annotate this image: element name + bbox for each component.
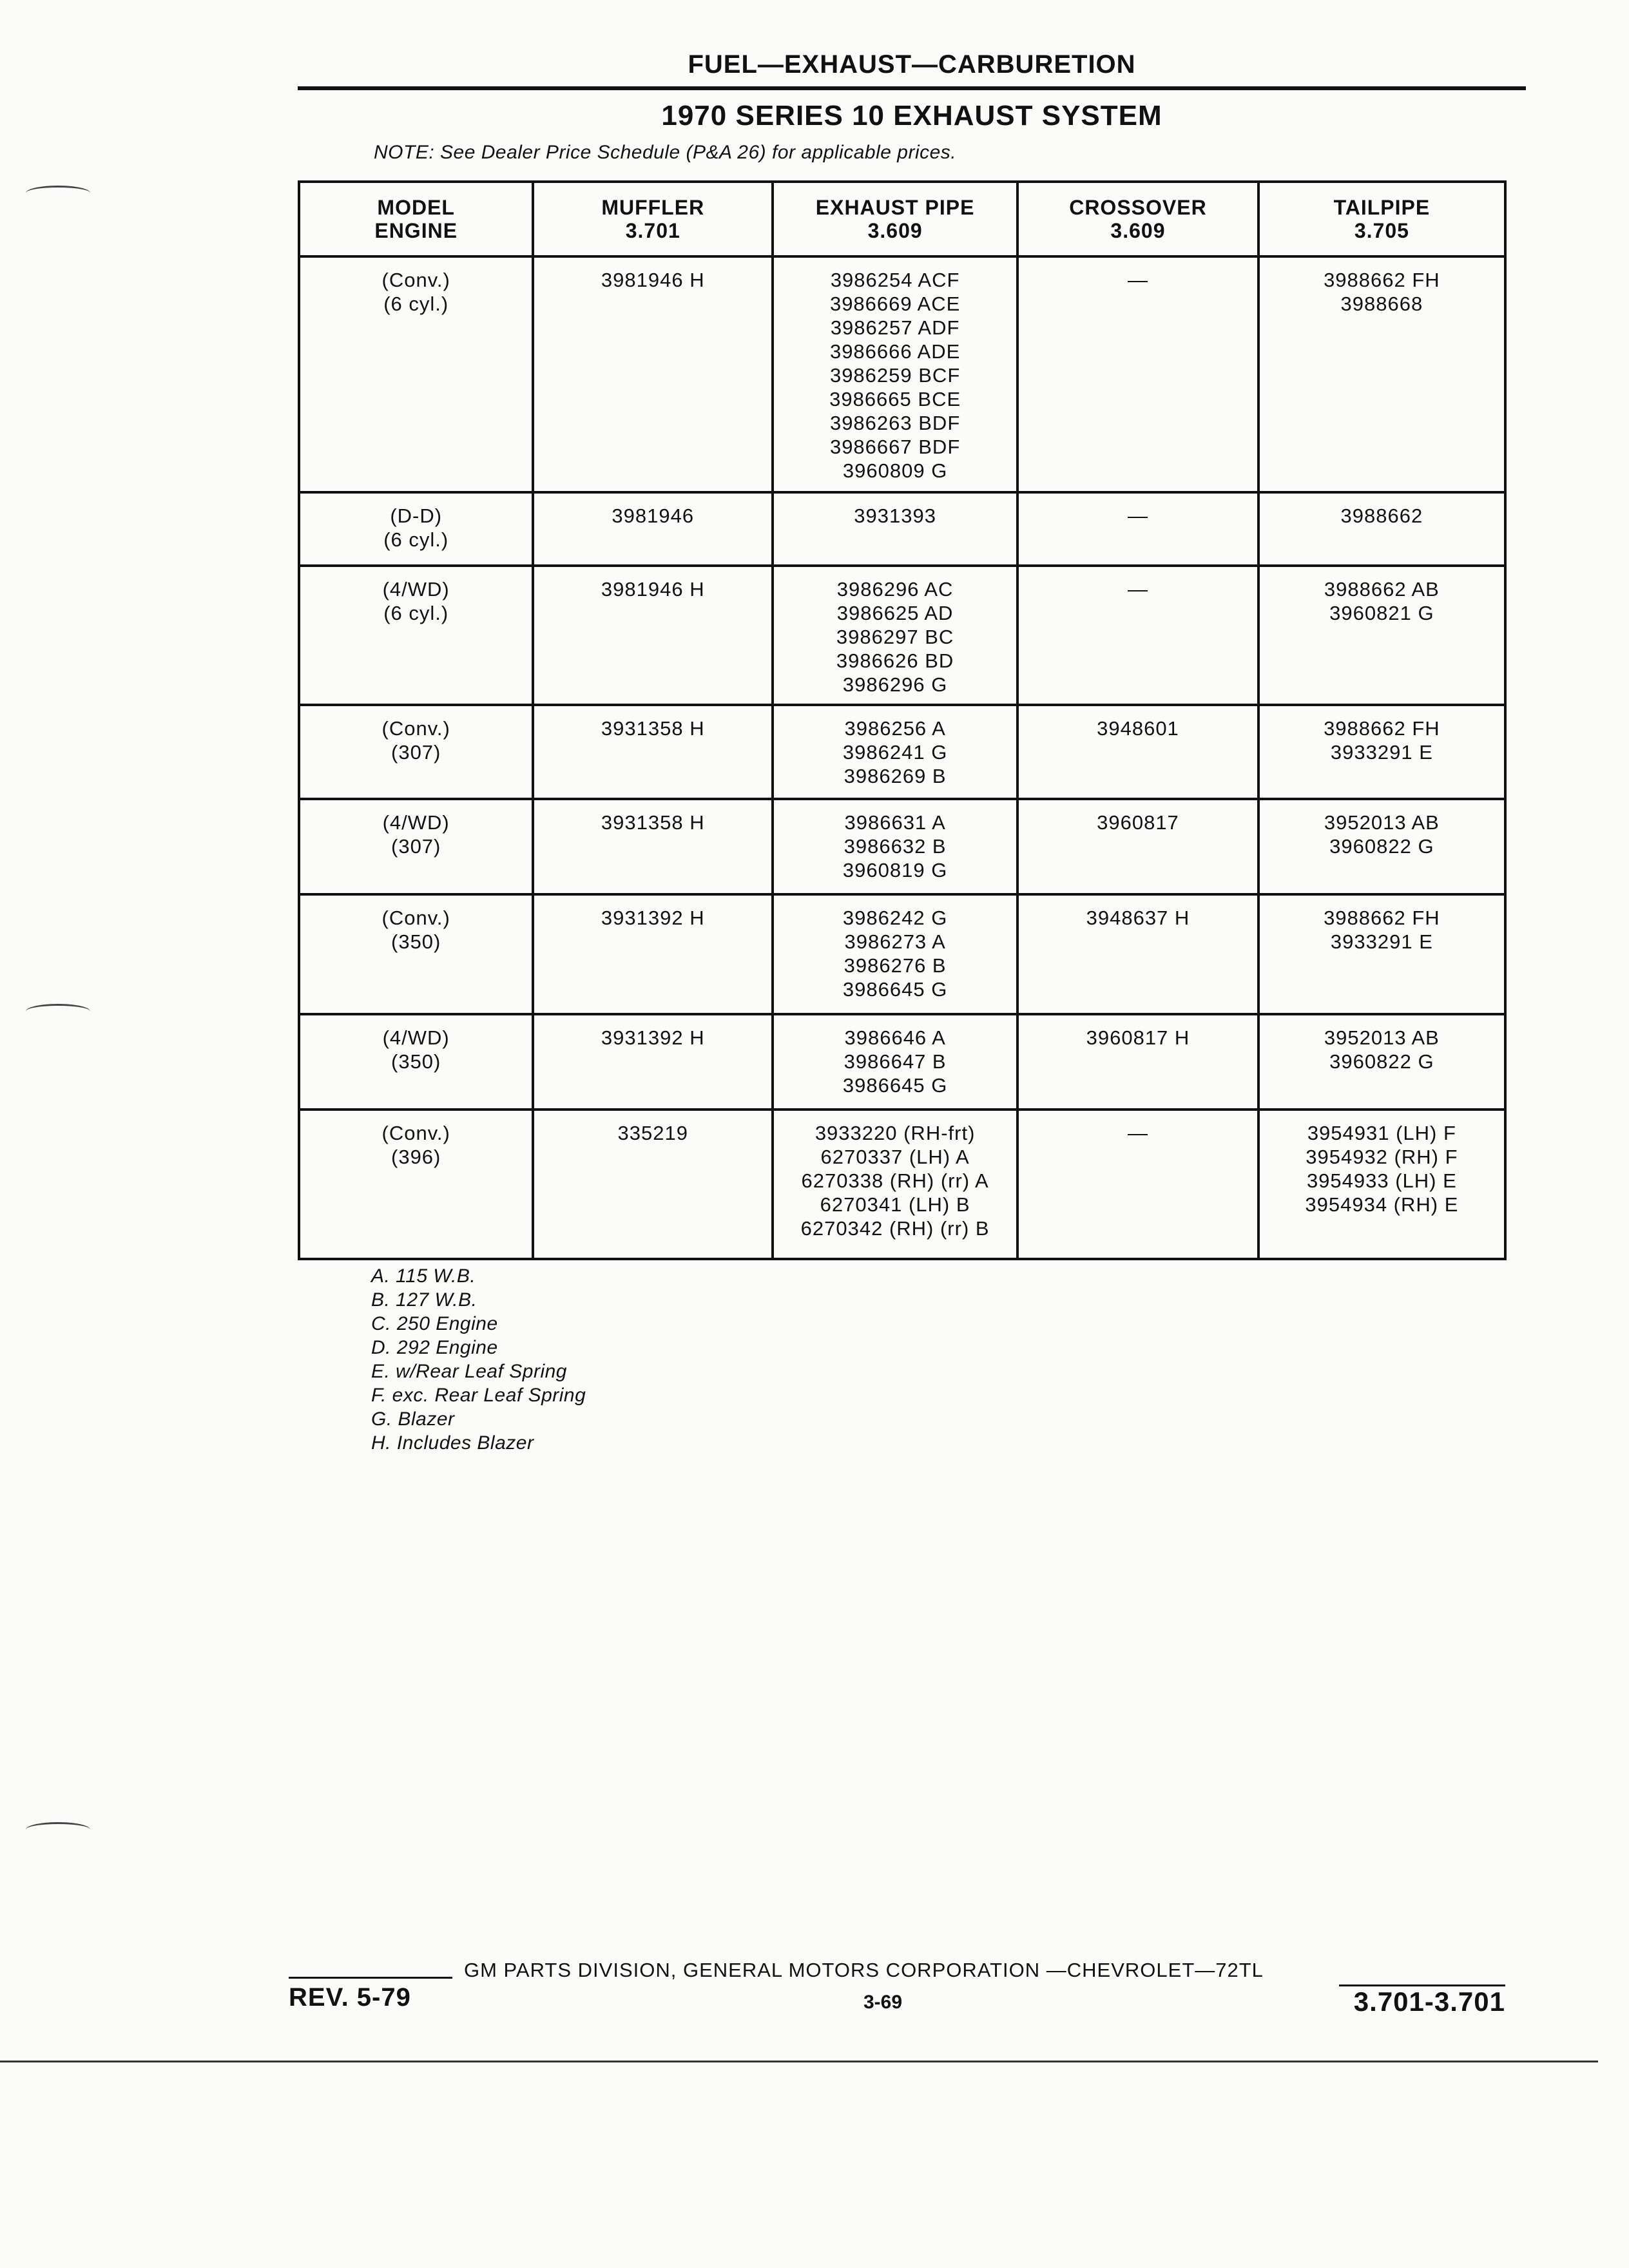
- part-line: 3986242 G: [842, 907, 948, 929]
- part-line: 3986645 G: [842, 978, 948, 1001]
- part-line: 3986669 ACE: [829, 293, 961, 315]
- table-cell-muffler: [533, 799, 773, 894]
- page-number: 3-69: [863, 1992, 903, 2013]
- table-row: [299, 799, 1505, 894]
- footnote-item: A. 115 W.B.: [371, 1265, 476, 1287]
- table-cell-muffler: [533, 566, 773, 705]
- part-line: 3986667 BDF: [829, 436, 961, 458]
- table-row: [299, 566, 1505, 705]
- table-row: [299, 894, 1505, 1014]
- part-line: 3931392 H: [601, 1026, 705, 1049]
- scan-mark: [26, 1004, 90, 1019]
- part-line: 3931393: [854, 505, 936, 527]
- part-line: 3933220 (RH-frt): [815, 1122, 976, 1144]
- table-cell-exhaust-pipe: [773, 256, 1017, 492]
- part-line: 3986632 B: [843, 835, 947, 858]
- part-line: (307): [391, 835, 441, 858]
- part-line: 3952013 AB: [1324, 1026, 1440, 1049]
- part-line: 3960817: [1097, 811, 1179, 834]
- part-line: 3954933 (LH) E: [1306, 1169, 1457, 1192]
- part-line: —: [1127, 505, 1148, 527]
- footer-corporation: GM PARTS DIVISION, GENERAL MOTORS CORPORATION —CHEVROLET—72TL: [464, 1959, 1264, 1981]
- part-line: 3986257 ADF: [830, 316, 960, 339]
- part-line: —: [1127, 269, 1148, 291]
- column-header-crossover: CROSSOVER 3.609: [1017, 182, 1258, 256]
- table-cell-tailpipe: [1258, 705, 1505, 799]
- part-line: (307): [391, 741, 441, 764]
- table-cell-model: [299, 799, 533, 894]
- table-cell-exhaust-pipe: [773, 1014, 1017, 1110]
- revision-date: REV. 5-79: [289, 1983, 411, 2012]
- table-cell-muffler: [533, 492, 773, 566]
- table-cell-tailpipe: [1258, 1110, 1505, 1259]
- part-line: 3933291 E: [1330, 930, 1433, 953]
- part-line: 6270338 (RH) (rr) A: [801, 1169, 989, 1192]
- table-cell-model: [299, 705, 533, 799]
- part-line: 3988668: [1340, 293, 1423, 315]
- table-cell-crossover: [1017, 1014, 1258, 1110]
- scan-mark: [26, 1822, 90, 1837]
- table-cell-muffler: [533, 1014, 773, 1110]
- footnote-item: E. w/Rear Leaf Spring: [371, 1361, 567, 1382]
- part-line: 3988662: [1340, 505, 1423, 527]
- part-line: 3986645 G: [842, 1074, 948, 1097]
- part-line: (D-D): [390, 505, 443, 527]
- column-header-model-engine: MODEL ENGINE: [299, 182, 533, 256]
- table-cell-exhaust-pipe: [773, 894, 1017, 1014]
- part-line: 3960822 G: [1329, 1050, 1434, 1073]
- table-row: [299, 1014, 1505, 1110]
- part-line: 3986631 A: [844, 811, 946, 834]
- part-line: —: [1127, 1122, 1148, 1144]
- part-line: 3986625 AD: [836, 602, 954, 624]
- part-line: 6270337 (LH) A: [820, 1146, 970, 1168]
- footnote-item: F. exc. Rear Leaf Spring: [371, 1385, 586, 1406]
- scan-mark: [26, 186, 90, 200]
- part-line: 3988662 AB: [1324, 578, 1440, 601]
- footnote-item: D. 292 Engine: [371, 1337, 498, 1358]
- part-line: 3960822 G: [1329, 835, 1434, 858]
- table-cell-crossover: [1017, 492, 1258, 566]
- table-row: [299, 705, 1505, 799]
- table-cell-model: [299, 492, 533, 566]
- table-cell-model: [299, 1110, 533, 1259]
- part-line: 3960817 H: [1086, 1026, 1190, 1049]
- table-cell-model: [299, 566, 533, 705]
- part-line: (6 cyl.): [383, 602, 449, 624]
- part-line: (Conv.): [381, 1122, 450, 1144]
- exhaust-parts-table: [298, 180, 1507, 1260]
- part-line: (4/WD): [382, 811, 450, 834]
- section-header: FUEL—EXHAUST—CARBURETION: [298, 36, 1526, 90]
- part-line: (6 cyl.): [383, 528, 449, 551]
- price-note: NOTE: See Dealer Price Schedule (P&A 26) for applicable prices.: [374, 142, 957, 163]
- footnotes: [371, 1264, 586, 1455]
- part-line: 3931392 H: [601, 907, 705, 929]
- part-line: (4/WD): [382, 578, 450, 601]
- part-line: 3988662 FH: [1324, 717, 1440, 740]
- part-line: 3986259 BCF: [829, 364, 961, 387]
- part-line: (6 cyl.): [383, 293, 449, 315]
- part-line: (Conv.): [381, 717, 450, 740]
- table-cell-tailpipe: [1258, 1014, 1505, 1110]
- part-line: 3948601: [1097, 717, 1179, 740]
- table-row: [299, 256, 1505, 492]
- table-cell-crossover: [1017, 799, 1258, 894]
- table-cell-tailpipe: [1258, 894, 1505, 1014]
- table-body: [299, 256, 1505, 1259]
- table-cell-crossover: [1017, 894, 1258, 1014]
- column-header-tailpipe: TAILPIPE 3.705: [1258, 182, 1505, 256]
- table-cell-crossover: [1017, 705, 1258, 799]
- part-line: 3986254 ACF: [830, 269, 960, 291]
- part-line: 3988662 FH: [1324, 269, 1440, 291]
- part-line: 3986297 BC: [836, 626, 954, 648]
- section-code: 3.701-3.701: [1353, 1986, 1505, 2017]
- table-row: [299, 492, 1505, 566]
- table-cell-tailpipe: [1258, 492, 1505, 566]
- part-line: 3986296 AC: [836, 578, 954, 601]
- part-line: 3952013 AB: [1324, 811, 1440, 834]
- table-cell-exhaust-pipe: [773, 1110, 1017, 1259]
- footnote-item: H. Includes Blazer: [371, 1432, 534, 1454]
- part-line: 3986256 A: [844, 717, 946, 740]
- part-line: 6270342 (RH) (rr) B: [800, 1217, 990, 1240]
- part-line: 3960821 G: [1329, 602, 1434, 624]
- part-line: 3931358 H: [601, 717, 705, 740]
- part-line: (350): [391, 1050, 441, 1073]
- part-line: 335219: [617, 1122, 688, 1144]
- part-line: (Conv.): [381, 269, 450, 291]
- part-line: 3981946 H: [601, 269, 705, 291]
- table-cell-tailpipe: [1258, 256, 1505, 492]
- part-line: 3986665 BCE: [829, 388, 961, 410]
- part-line: (396): [391, 1146, 441, 1168]
- part-line: 3931358 H: [601, 811, 705, 834]
- part-line: 3960819 G: [842, 859, 948, 881]
- footnote-item: C. 250 Engine: [371, 1313, 498, 1334]
- table-cell-crossover: [1017, 256, 1258, 492]
- part-line: 3933291 E: [1330, 741, 1433, 764]
- part-line: 3986269 B: [843, 765, 947, 787]
- footnote-item: B. 127 W.B.: [371, 1289, 477, 1311]
- table-cell-exhaust-pipe: [773, 799, 1017, 894]
- table-cell-crossover: [1017, 1110, 1258, 1259]
- part-line: 3986646 A: [844, 1026, 946, 1049]
- table-row: [299, 1110, 1505, 1259]
- part-line: 3954934 (RH) E: [1305, 1193, 1459, 1216]
- part-line: 3986276 B: [843, 954, 947, 977]
- part-line: 3954932 (RH) F: [1306, 1146, 1458, 1168]
- column-header-muffler: MUFFLER 3.701: [533, 182, 773, 256]
- part-line: 6270341 (LH) B: [820, 1193, 970, 1216]
- part-line: —: [1127, 578, 1148, 601]
- table-cell-tailpipe: [1258, 799, 1505, 894]
- table-cell-muffler: [533, 705, 773, 799]
- table-cell-exhaust-pipe: [773, 492, 1017, 566]
- bottom-rule: [0, 2061, 1598, 2062]
- table-cell-crossover: [1017, 566, 1258, 705]
- part-line: 3986626 BD: [836, 649, 954, 672]
- part-line: 3954931 (LH) F: [1307, 1122, 1456, 1144]
- table-cell-model: [299, 1014, 533, 1110]
- part-line: (4/WD): [382, 1026, 450, 1049]
- part-line: 3986666 ADE: [829, 340, 961, 363]
- page-title: 1970 SERIES 10 EXHAUST SYSTEM: [661, 100, 1162, 131]
- table-cell-tailpipe: [1258, 566, 1505, 705]
- table-cell-model: [299, 894, 533, 1014]
- table-cell-model: [299, 256, 533, 492]
- part-line: (Conv.): [381, 907, 450, 929]
- part-line: 3986296 G: [842, 673, 948, 696]
- part-line: 3986647 B: [843, 1050, 947, 1073]
- table-cell-exhaust-pipe: [773, 566, 1017, 705]
- table-cell-muffler: [533, 256, 773, 492]
- part-line: 3948637 H: [1086, 907, 1190, 929]
- table-cell-exhaust-pipe: [773, 705, 1017, 799]
- part-line: 3986263 BDF: [829, 412, 961, 434]
- table-cell-muffler: [533, 894, 773, 1014]
- part-line: (350): [391, 930, 441, 953]
- part-line: 3986241 G: [842, 741, 948, 764]
- part-line: 3981946 H: [601, 578, 705, 601]
- part-line: 3960809 G: [842, 459, 948, 482]
- table-header-row: [299, 182, 1505, 256]
- part-line: 3988662 FH: [1324, 907, 1440, 929]
- footer-rule-left: [289, 1977, 452, 1979]
- footnote-item: G. Blazer: [371, 1408, 455, 1430]
- part-line: 3986273 A: [844, 930, 946, 953]
- part-line: 3981946: [612, 505, 695, 527]
- column-header-exhaust-pipe: EXHAUST PIPE 3.609: [773, 182, 1017, 256]
- table-cell-muffler: [533, 1110, 773, 1259]
